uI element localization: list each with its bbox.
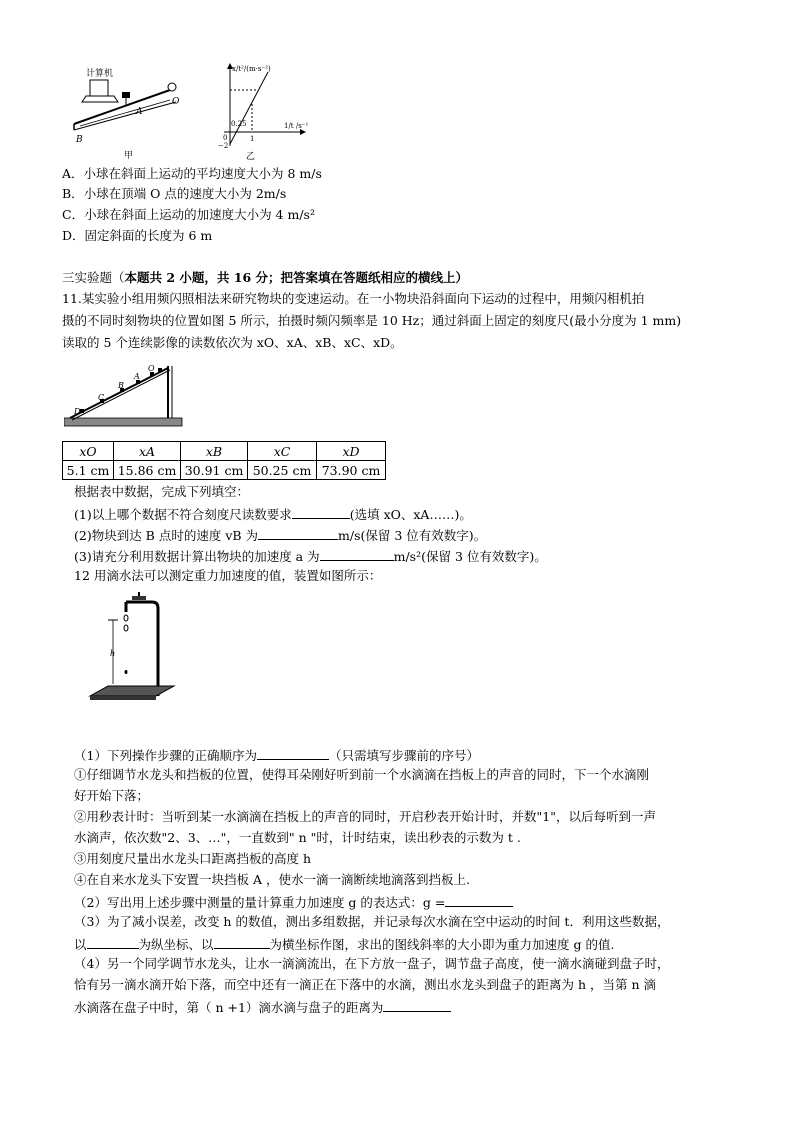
q12-s4-l2: 恰有另一滴水滴开始下落，而空中还有一滴正在下落中的水滴，测出水龙头到盘子的距离为 h ，当第 n 滴 [74, 977, 656, 992]
readings-table [62, 441, 386, 480]
q12-step2-l1: ②用秒表计时：当听到某一水滴滴在挡板上的声音的同时，开启秒表开始计时，并数"1"，以后每听到一声 [74, 809, 656, 824]
option-a: A．小球在斜面上运动的平均速度大小为 8 m/s [62, 166, 322, 181]
computer-label: 计算机 [86, 69, 114, 79]
q11-sub3: (3)请充分利用数据计算出物块的加速度 a 为 m/s²(保留 3 位有效数字)。 [74, 549, 547, 564]
answer-blank[interactable] [258, 526, 338, 540]
point-a: A [136, 107, 143, 117]
section-title: 三实验题（本题共 2 小题，共 16 分；把答案填在答题纸相应的横线上） [62, 270, 469, 285]
q12-s3-l1: （3）为了减小误差，改变 h 的数值，测出多组数据，并记录每次水滴在空中运动的时间 t．利用这些数据， [74, 914, 670, 929]
q12-step1-l2: 好开始下落； [74, 788, 150, 803]
q12-step1-l1: ①仔细调节水龙头和挡板的位置，使得耳朵刚好听到前一个水滴滴在挡板上的声音的同时，下一个水滴刚 [74, 767, 650, 782]
q12-s2: （2）写出用上述步骤中测量的量计算重力加速度 g 的表达式：g = [74, 893, 513, 911]
answer-blank[interactable] [87, 935, 139, 949]
answer-blank[interactable] [383, 998, 451, 1012]
point-b: B [76, 135, 83, 145]
answer-blank[interactable] [320, 547, 394, 561]
q11-line3: 读取的 5 个连续影像的读数依次为 xO、xA、xB、xC、xD。 [62, 335, 403, 350]
x-axis-label: 1/t /s⁻¹ [284, 122, 309, 130]
caption-yi: 乙 [246, 152, 256, 162]
q11-line1: 11.某实验小组用频闪照相法来研究物块的变速运动。在一小物块沿斜面向下运动的过程中，用频闪相机拍 [62, 291, 645, 306]
q12-intro: 12 用滴水法可以测定重力加速度的值，装置如图所示： [74, 568, 382, 583]
answer-blank[interactable] [214, 935, 270, 949]
table-row: 5.1 cm 15.86 cm 30.91 cm 50.25 cm 73.90 cm [63, 461, 386, 480]
svg-text:C: C [98, 393, 105, 402]
laptop-icon [90, 80, 108, 96]
tick-025: 0.25 [231, 120, 247, 128]
graph-line [230, 72, 268, 144]
q11-sub1: (1)以上哪个数据不符合刻度尺读数要求 (选填 xO、xA……)。 [74, 507, 472, 522]
svg-text:B: B [118, 381, 124, 390]
q11-instruction: 根据表中数据，完成下列填空： [74, 484, 250, 499]
q12-step4: ④在自来水龙头下安置一块挡板 A ，使水一滴一滴断续地滴落到挡板上. [74, 872, 470, 887]
y-axis-label: x/t²/(m·s⁻²) [232, 65, 271, 73]
svg-text:A: A [134, 372, 140, 381]
q12-step2-l2: 水滴声，依次数"2、3、…"，一直数到" n "时，计时结束，读出秒表的示数为 t . [74, 830, 521, 845]
option-c: C．小球在斜面上运动的加速度大小为 4 m/s² [62, 207, 315, 222]
q12-step3: ③用刻度尺量出水龙头口距离挡板的高度 h [74, 851, 312, 866]
figure-yi [214, 60, 314, 162]
figure-drip-apparatus [86, 588, 182, 710]
caption-jia: 甲 [124, 151, 134, 161]
option-d: D．固定斜面的长度为 6 m [62, 228, 213, 243]
option-b: B．小球在顶端 O 点的速度大小为 2m/s [62, 186, 287, 201]
answer-blank[interactable] [292, 505, 350, 519]
figure-jia [66, 62, 191, 162]
ball [168, 83, 176, 91]
svg-text:D: D [74, 407, 81, 416]
q11-sub2: (2)物块到达 B 点时的速度 vB 为 m/s(保留 3 位有效数字)。 [74, 528, 487, 543]
q12-s3-l2: 以 为纵坐标、以 为横坐标作图，求出的图线斜率的大小即为重力加速度 g 的值. [74, 937, 615, 952]
tick-neg2: −2 [218, 142, 229, 150]
baffle-plate [90, 686, 174, 696]
tick-1: 1 [250, 135, 255, 143]
point-o: O [172, 97, 180, 107]
answer-blank[interactable] [257, 746, 329, 760]
answer-blank[interactable] [445, 893, 513, 907]
svg-text:h: h [110, 649, 116, 658]
svg-text:O: O [148, 364, 155, 373]
table-header-row: xO xA xB xC xD [63, 442, 386, 461]
q11-line2: 摄的不同时刻物块的位置如图 5 所示，拍摄时频闪频率是 10 Hz；通过斜面上固定的刻度尺(最小分度为 1 mm) [62, 313, 682, 328]
q12-s4-l1: （4）另一个同学调节水龙头，让水一滴滴流出，在下方放一盘子，调节盘子高度，使一滴水滴碰到盘子时， [74, 956, 670, 971]
q12-s1: （1）下列操作步骤的正确顺序为 （只需填写步骤前的序号） [74, 748, 479, 763]
q12-s4-l3: 水滴落在盘子中时，第（ n +1）滴水滴与盘子的距离为 [74, 998, 451, 1016]
origin-label: 0 [223, 134, 228, 142]
figure-incline-ruler [64, 362, 184, 430]
